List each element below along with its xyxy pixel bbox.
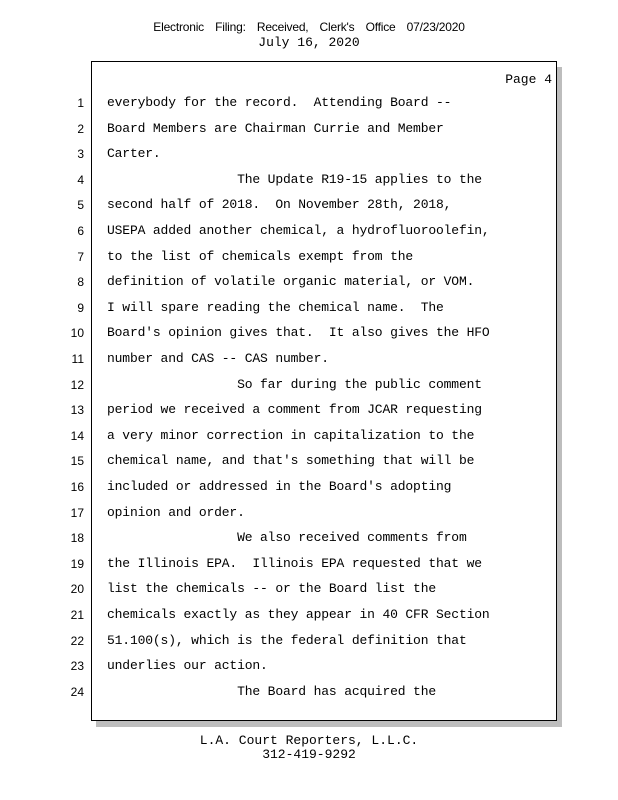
- reporter-company: L.A. Court Reporters, L.L.C.: [199, 733, 419, 748]
- transcript-line: chemical name, and that's something that will be: [107, 453, 475, 468]
- line-number: 13: [70, 403, 84, 417]
- transcript-line: chemicals exactly as they appear in 40 CFR Section: [107, 607, 490, 622]
- hearing-date: July 16, 2020: [258, 35, 360, 50]
- filing-stamp: Electronic Filing: Received, Clerk's Office 07/23/2020: [153, 20, 465, 34]
- line-number: 19: [70, 557, 84, 571]
- page-number: Page 4: [505, 72, 552, 87]
- line-number: 20: [70, 582, 84, 596]
- line-number: 16: [70, 480, 84, 494]
- transcript-line: USEPA added another chemical, a hydrofluoroolefin,: [107, 223, 490, 238]
- transcript-line: included or addressed in the Board's adopting: [107, 479, 452, 494]
- transcript-line: definition of volatile organic material, or VOM.: [107, 274, 475, 289]
- line-number: 12: [70, 378, 84, 392]
- line-number: 8: [77, 275, 84, 289]
- transcript-line: The Update R19-15 applies to the: [107, 172, 482, 187]
- line-number: 24: [70, 685, 84, 699]
- line-number: 5: [77, 198, 84, 212]
- transcript-line: underlies our action.: [107, 658, 268, 673]
- transcript-line: I will spare reading the chemical name. The: [107, 300, 444, 315]
- transcript-line: everybody for the record. Attending Board --: [107, 95, 452, 110]
- transcript-line: Board's opinion gives that. It also gives the HFO: [107, 325, 490, 340]
- line-number: 18: [70, 531, 84, 545]
- transcript-line: number and CAS -- CAS number.: [107, 351, 329, 366]
- line-number: 14: [70, 429, 84, 443]
- transcript-line: list the chemicals -- or the Board list the: [107, 581, 437, 596]
- transcript-line: We also received comments from: [107, 530, 467, 545]
- transcript-line: So far during the public comment: [107, 377, 482, 392]
- transcript-line: a very minor correction in capitalization to the: [107, 428, 475, 443]
- transcript-line: to the list of chemicals exempt from the: [107, 249, 414, 264]
- line-number: 10: [70, 326, 84, 340]
- line-number: 22: [70, 634, 84, 648]
- transcript-line: The Board has acquired the: [107, 684, 437, 699]
- line-number: 21: [70, 608, 84, 622]
- transcript-line: 51.100(s), which is the federal definition that: [107, 633, 467, 648]
- line-number: 7: [77, 250, 84, 264]
- line-number: 2: [77, 122, 84, 136]
- reporter-phone: 312-419-9292: [262, 747, 356, 762]
- line-number: 3: [77, 147, 84, 161]
- line-number: 6: [77, 224, 84, 238]
- line-number: 15: [70, 454, 84, 468]
- line-number: 23: [70, 659, 84, 673]
- line-number: 11: [71, 352, 84, 366]
- transcript-line: the Illinois EPA. Illinois EPA requested that we: [107, 556, 482, 571]
- line-number: 4: [77, 173, 84, 187]
- transcript-line: period we received a comment from JCAR requesting: [107, 402, 482, 417]
- transcript-line: Board Members are Chairman Currie and Member: [107, 121, 444, 136]
- transcript-line: second half of 2018. On November 28th, 2018,: [107, 197, 452, 212]
- line-number: 17: [70, 506, 84, 520]
- transcript-line: Carter.: [107, 146, 161, 161]
- line-number: 1: [77, 96, 84, 110]
- line-number: 9: [77, 301, 84, 315]
- transcript-line: opinion and order.: [107, 505, 245, 520]
